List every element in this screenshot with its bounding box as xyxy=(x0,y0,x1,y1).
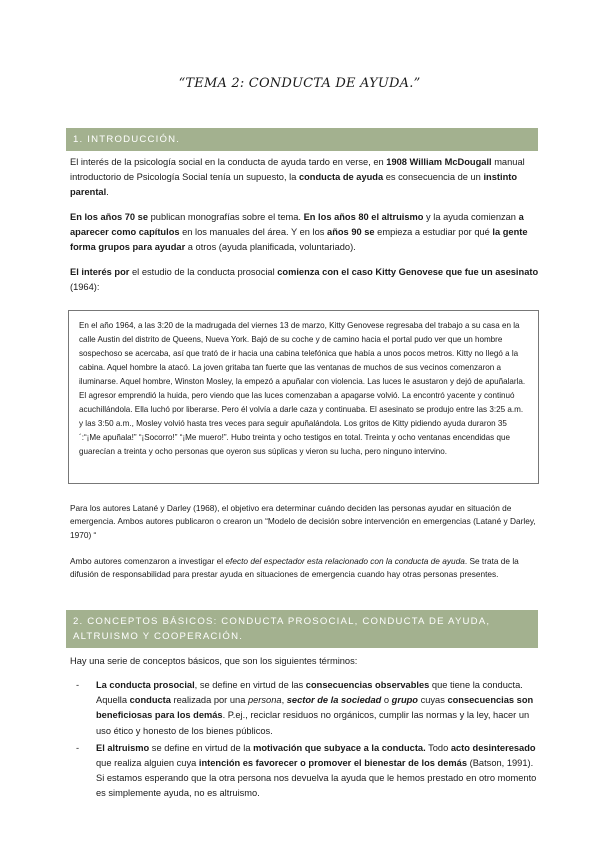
document-title: “TEMA 2: CONDUCTA DE AYUDA.” xyxy=(178,76,421,91)
bystander-effect-paragraph: Ambo autores comenzaron a investigar el efecto del espectador esta relacionado con la conducta de ayuda. Se trata de la difusión de responsabilidad para prestar ayuda en situaciones de emergencia cuando hay otras personas presentes. xyxy=(70,556,519,580)
latane-darley-paragraph: Para los autores Latané y Darley (1968), el objetivo era determinar cuándo deciden las personas ayudar en situación de emergencia. Ambos autores publicaron o crearon un “Modelo de decisión sobre intervención en emergencias (Latané y Darley, 1970) “ xyxy=(70,503,536,540)
section-heading-conceptos-basicos: 2. CONCEPTOS BÁSICOS: CONDUCTA PROSOCIAL, CONDUCTA DE AYUDA, ALTRUISMO Y COOPERACIÓN. xyxy=(66,610,538,648)
concepts-intro: Hay una serie de conceptos básicos, que son los siguientes términos: xyxy=(70,656,358,666)
bullet-dash: - xyxy=(76,742,80,753)
intro-paragraph-3: El interés por el estudio de la conducta prosocial comienza con el caso Kitty Genovese que fue un asesinato (1964): xyxy=(70,267,539,293)
intro-paragraph-1: El interés de la psicología social en la conducta de ayuda tardo en verse, en 1908 William McDougall manual introductorio de Psicología Social tenía un supuesto, la conducta de ayuda es consecuencia de un instinto parental. xyxy=(70,157,525,198)
section-heading-introduccion: 1. INTRODUCCIÓN. xyxy=(66,128,538,151)
list-item-altruismo: - El altruismo se define en virtud de la motivación que subyace a la conducta. Todo acto desinteresado que realiza alguien cuya intención es favorecer o promover el bienestar de los demás (Batson, 1991). Si estamos esperando que la otra persona nos devuelva la ayuda que le hemos prestado en otro momento es simplemente ayuda, no es altruismo. xyxy=(76,742,537,799)
intro-paragraph-2: En los años 70 se publican monografías sobre el tema. En los años 80 el altruismo y la ayuda comienzan a aparecer como capítulos en los manuales del área. Y en los años 90 se empieza a estudiar por qué la gente forma grupos para ayudar a otros (ayuda planificada, voluntariado). xyxy=(70,212,528,253)
kitty-genovese-quote-box: En el año 1964, a las 3:20 de la madrugada del viernes 13 de marzo, Kitty Genovese regresaba del trabajo a su casa en la calle Austin del distrito de Queens, Nueva York. Bajó de su coche y de camino hacia el portal pudo ver que un hombre sospechoso se acercaba, así que trató de ir hacia una cabina telefónica que había a unos pocos metros. Kitty no llegó a la cabina. Aquel hombre la atacó. La joven gritaba tan fuerte que las ventanas de muchos de sus vecinos comenzaron a iluminarse. Aquel hombre, Winston Mosley, la empezó a apuñalar con violencia. Las luces le asustaron y dejó de apuñalarla. El agresor emprendió la huida, pero viendo que las luces comenzaban a apagarse volvió. La encontró yacente y continuó acuchillándola. Ella luchó por liberarse. Pero él volvía a darle caza y continuaba. El asesinato se produjo entre las 3:25 a.m. y las 3:50 a.m., Mosley volvió hasta tres veces para seguir apuñalándola. Los gritos de Kitty pidiendo ayuda duraron 35´:“¡Me apuñala!” “¡Socorro!” “¡Me muero!”. Hubo treinta y ocho testigos en total. Treinta y ocho ventanas encendidas que guarecían a treinta y ocho personas que oyeron sus súplicas y vieron su lucha, pero ninguno intervino. xyxy=(68,310,539,484)
bullet-dash: - xyxy=(76,680,80,690)
list-item-conducta-prosocial: - La conducta prosocial, se define en virtud de las consecuencias observables que tiene la conducta. Aquella conducta realizada por una persona, sector de la sociedad o grupo cuyas consecuencias son beneficiosas para los demás. P.ej., reciclar residuos no orgánicos, cumplir las normas y la ley, hacer un uso ético y honesto de los bienes públicos. xyxy=(76,680,534,736)
concepts-list xyxy=(70,678,540,804)
